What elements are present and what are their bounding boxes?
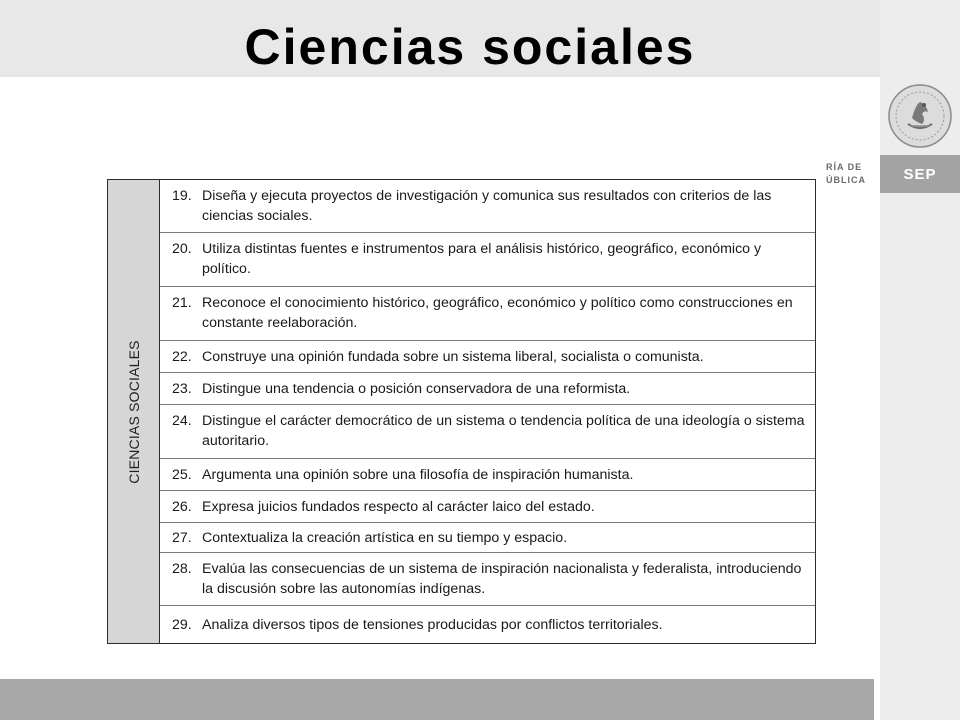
category-label: CIENCIAS SOCIALES bbox=[125, 339, 142, 484]
row-text: Reconoce el conocimiento histórico, geográfico, económico y político como construcciones en constante reelaboración. bbox=[202, 295, 793, 331]
row-text: Distingue una tendencia o posición conservadora de una reformista. bbox=[202, 381, 631, 397]
agency-name-line2: ÚBLICA bbox=[826, 175, 866, 185]
row-text: Expresa juicios fundados respecto al carácter laico del estado. bbox=[202, 499, 595, 515]
table-row bbox=[160, 405, 815, 459]
row-number: 20. bbox=[172, 241, 192, 257]
table-row bbox=[160, 233, 815, 287]
row-text: Analiza diversos tipos de tensiones producidas por conflictos territoriales. bbox=[202, 617, 663, 633]
table-row bbox=[160, 459, 815, 491]
row-text: Argumenta una opinión sobre una filosofía de inspiración humanista. bbox=[202, 467, 634, 483]
row-text: Evalúa las consecuencias de un sistema de inspiración nacionalista y federalista, introduciendo la discusión sobre las autonomías indígenas. bbox=[202, 561, 802, 597]
row-number: 23. bbox=[172, 381, 192, 397]
category-column bbox=[108, 180, 160, 643]
table-row bbox=[160, 553, 815, 606]
row-text: Diseña y ejecuta proyectos de investigación y comunica sus resultados con criterios de las ciencias sociales. bbox=[202, 188, 772, 224]
row-number: 24. bbox=[172, 413, 192, 429]
sep-badge: SEP bbox=[880, 155, 960, 193]
row-number: 28. bbox=[172, 561, 192, 577]
table-row bbox=[160, 373, 815, 405]
coat-of-arms-icon bbox=[886, 82, 954, 150]
table-row bbox=[160, 523, 815, 553]
table-row bbox=[160, 180, 815, 233]
row-number: 27. bbox=[172, 530, 192, 546]
table-row bbox=[160, 606, 815, 643]
row-text: Utiliza distintas fuentes e instrumentos para el análisis histórico, geográfico, económico y político. bbox=[202, 241, 762, 277]
competencies-table bbox=[107, 179, 816, 644]
footer-bar bbox=[0, 679, 874, 720]
row-number: 21. bbox=[172, 295, 192, 311]
table-row bbox=[160, 287, 815, 341]
row-number: 19. bbox=[172, 188, 192, 204]
row-number: 26. bbox=[172, 499, 192, 515]
agency-name-line1: RÍA DE bbox=[826, 162, 863, 172]
page-title: Ciencias sociales bbox=[244, 19, 696, 75]
agency-name-text bbox=[826, 161, 876, 187]
rows-column bbox=[160, 180, 815, 643]
table-row bbox=[160, 491, 815, 523]
row-number: 22. bbox=[172, 349, 192, 365]
row-number: 29. bbox=[172, 617, 192, 633]
row-number: 25. bbox=[172, 467, 192, 483]
row-text: Construye una opinión fundada sobre un sistema liberal, socialista o comunista. bbox=[202, 349, 704, 365]
table-row bbox=[160, 341, 815, 373]
row-text: Distingue el carácter democrático de un sistema o tendencia política de una ideología o sistema autoritario. bbox=[202, 413, 805, 449]
row-text: Contextualiza la creación artística en su tiempo y espacio. bbox=[202, 530, 568, 546]
